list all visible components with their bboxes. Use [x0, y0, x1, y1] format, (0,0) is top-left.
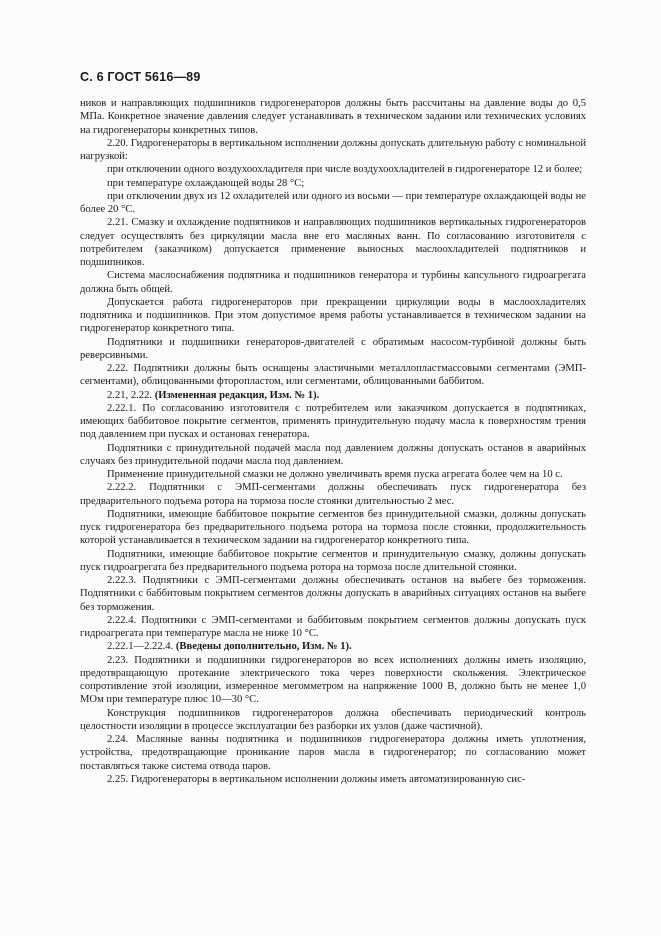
amendment-text: (Введены дополнительно, Изм. № 1). — [175, 641, 352, 653]
paragraph: 2.24. Масляные ванны подпятника и подшипников гидрогенератора должны иметь уплотнения, устройства, предотвращающие проникание паров масла в гидрогенератор; по согласованию может поставляться также система отвода паров. — [80, 734, 586, 772]
paragraph: Система маслоснабжения подпятника и подшипников генератора и турбины капсульного гидроагрегата должна быть общей. — [80, 270, 586, 295]
paragraph: 2.21. Смазку и охлаждение подпятников и направляющих подшипников вертикальных гидрогенераторов следует осуществлять без циркуляции масла вне его масляных ванн. По согласованию изготовителя с потребителем (заказчиком) допускается применение выносных маслоохладителей подпятников и подшипников. — [80, 217, 586, 268]
paragraph: при отключении двух из 12 охладителей или одного из восьми — при температуре охлаждающей воды не более 20 °С. — [80, 190, 586, 215]
paragraph: Подпятники с принудительной подачей масла под давлением должны допускать останов в аварийных случаях без принудительной подачи масла под давлением. — [80, 442, 586, 467]
paragraph: 2.23. Подпятники и подшипники гидрогенераторов во всех исполнениях должны иметь изоляцию, предотвращающую протекание электрического тока через поверхности скольжения. Электрическое сопротивление этой изоляции, измеренное мегомметром на напряжение 1000 В, должно быть не менее 1,0 МОм при температуре плюс 10—30 °С. — [80, 654, 586, 706]
amendment-ref: 2.21, 2.22. — [107, 389, 153, 401]
paragraph: Допускается работа гидрогенераторов при прекращении циркуляции воды в маслоохладителях подпятника и подшипников. При этом допустимое время работы устанавливается в техническом задании на гидрогенератор конкретного типа. — [80, 296, 586, 335]
amendment-ref: 2.22.1—2.22.4. — [107, 641, 174, 653]
paragraph: 2.20. Гидрогенераторы в вертикальном исполнении должны допускать длительную работу с номинальной нагрузкой: — [80, 137, 586, 162]
paragraph: 2.22. Подпятники должны быть оснащены эластичными металлопластмассовыми сегментами (ЭМП-сегментами), облицованными фторопластом, или сегментами, облицованными баббитом. — [80, 363, 586, 388]
paragraph: 2.22.3. Подпятники с ЭМП-сегментами должны обеспечивать останов на выбеге без торможения. Подпятники с баббитовым покрытием сегментов должны допускать в аварийных ситуациях останов на выбеге без торможения. — [80, 575, 586, 613]
paragraph: Подпятники и подшипники генераторов-двигателей с обратимым насосом-турбиной должны быть реверсивными. — [80, 336, 586, 361]
paragraph: при отключении одного воздухоохладителя при числе воздухоохладителей в гидрогенераторе 12 и более; — [107, 164, 583, 176]
amendment-note — [80, 389, 586, 402]
paragraph: 2.22.1. По согласованию изготовителя с потребителем или заказчиком допускается в подпятниках, имеющих баббитовое покрытие сегментов, применять принудительную подачу масла к поверхностям трения под давлением при пусках и остановах генератора. — [80, 402, 586, 441]
paragraph: при температуре охлаждающей воды 28 °С; — [107, 177, 305, 189]
paragraph: 2.22.2. Подпятники с ЭМП-сегментами должны обеспечивать пуск гидрогенератора без предварительного подъема ротора на тормоза после стоянки длительностью 2 мес. — [80, 482, 586, 507]
paragraph: ников и направляющих подшипников гидрогенераторов должны быть рассчитаны на давление воды до 0,5 МПа. Конкретное значение давления следует устанавливать в техническом задании или технических условиях на гидрогенераторы конкретных типов. — [80, 98, 586, 136]
paragraph: Подпятники, имеющие баббитовое покрытие сегментов без принудительной смазки, должны допускать пуск гидрогенератора без предварительного подъема ротора на тормоза после стоянки, продолжительность которой устанавливается в техническом задании на гидрогенератор конкретного типа. — [80, 508, 586, 547]
amendment-note — [80, 640, 586, 653]
paragraph: Подпятники, имеющие баббитовое покрытие сегментов и принудительную смазку, должны допускать пуск гидроагрегата без предварительного подъема ротора на тормоза после длительной стоянки. — [80, 548, 586, 573]
amendment-text: (Измененная редакция, Изм. № 1). — [154, 389, 320, 401]
page-header: С. 6 ГОСТ 5616—89 — [80, 70, 201, 84]
paragraph: Применение принудительной смазки не должно увеличивать время пуска агрегата более чем на 10 с. — [107, 469, 563, 480]
paragraph: 2.25. Гидрогенераторы в вертикальном исполнении должны иметь автоматизированную сис- — [107, 773, 526, 785]
document-body — [80, 97, 586, 786]
paragraph: 2.22.4. Подпятники с ЭМП-сегментами и баббитовым покрытием сегментов должны допускать пуск гидроагрегата при температуре масла не ниже 10 °С. — [80, 614, 586, 639]
paragraph: Конструкция подшипников гидрогенераторов должна обеспечивать периодический контроль целостности изоляции в процессе эксплуатации без разборки их узлов (даже частичной). — [80, 707, 586, 732]
